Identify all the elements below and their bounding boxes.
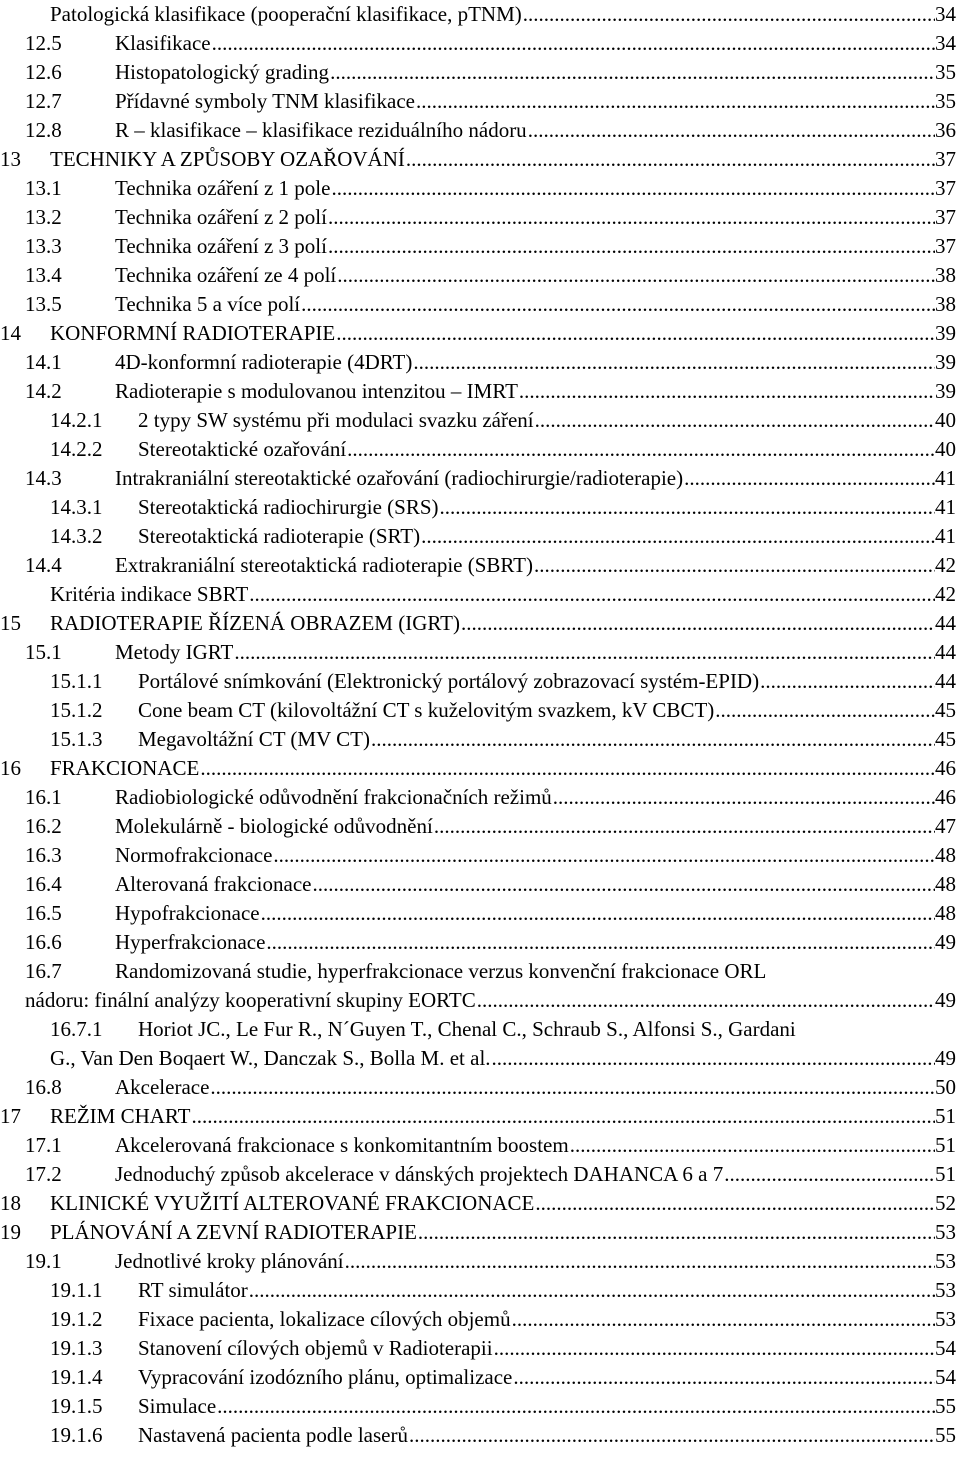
toc-entry-number: 19.1.6: [50, 1423, 103, 1447]
toc-entry[interactable]: [0, 522, 960, 551]
toc-entry-number: 12.7: [25, 89, 62, 113]
toc-entry-title: Stereotaktická radioterapie (SRT): [138, 524, 421, 548]
toc-entry-title: Technika ozáření ze 4 polí: [115, 263, 337, 287]
toc-leader-dots: [328, 232, 935, 261]
toc-entry[interactable]: [0, 1363, 960, 1392]
toc-entry-title: RADIOTERAPIE ŘÍZENÁ OBRAZEM (IGRT): [50, 611, 460, 635]
toc-entry-page: 53: [935, 1307, 956, 1331]
toc-entry-number: 16.4: [25, 872, 62, 896]
toc-entry-title: KLINICKÉ VYUŽITÍ ALTEROVANÉ FRAKCIONACE: [50, 1191, 535, 1215]
toc-entry-number: 16.7: [25, 959, 62, 983]
toc-leader-dots: [406, 145, 935, 174]
toc-leader-dots: [312, 870, 935, 899]
toc-entry-title: 4D-konformní radioterapie (4DRT): [115, 350, 413, 374]
toc-entry-title: 2 typy SW systému při modulaci svazku záření: [138, 408, 534, 432]
toc-leader-dots: [249, 1276, 935, 1305]
toc-entry[interactable]: [0, 58, 960, 87]
toc-entry-number: 16.6: [25, 930, 62, 954]
toc-entry-title: Stanovení cílových objemů v Radioterapii: [138, 1336, 493, 1360]
toc-entry[interactable]: [0, 87, 960, 116]
toc-entry-number: 12.6: [25, 60, 62, 84]
toc-entry-page: 48: [935, 872, 956, 896]
toc-entry-title: Fixace pacienta, lokalizace cílových objemů: [138, 1307, 511, 1331]
toc-leader-dots: [528, 116, 935, 145]
toc-entry-page: 39: [935, 321, 956, 345]
toc-entry[interactable]: [0, 348, 960, 377]
toc-entry-title: PLÁNOVÁNÍ A ZEVNÍ RADIOTERAPIE: [50, 1220, 417, 1244]
toc-entry-page: 35: [935, 60, 956, 84]
toc-entry[interactable]: [0, 1015, 960, 1073]
toc-entry[interactable]: [0, 290, 960, 319]
toc-entry-page: 47: [935, 814, 956, 838]
toc-entry-page: 34: [935, 31, 956, 55]
toc-entry-title: TECHNIKY A ZPŮSOBY OZAŘOVÁNÍ: [50, 147, 405, 171]
toc-leader-dots: [330, 58, 935, 87]
toc-entry-number: 14.4: [25, 553, 62, 577]
toc-entry-title: Akcelerace: [115, 1075, 210, 1099]
toc-entry[interactable]: [0, 1131, 960, 1160]
toc-entry[interactable]: [0, 1276, 960, 1305]
toc-entry-number: 19.1.2: [50, 1307, 103, 1331]
toc-entry-title: FRAKCIONACE: [50, 756, 200, 780]
toc-entry-page: 53: [935, 1278, 956, 1302]
toc-entry-page: 50: [935, 1075, 956, 1099]
toc-entry-page: 42: [935, 553, 956, 577]
toc-entry[interactable]: [0, 841, 960, 870]
toc-entry[interactable]: [0, 145, 960, 174]
toc-entry-number: 17.1: [25, 1133, 62, 1157]
toc-leader-dots: [337, 261, 935, 290]
toc-entry[interactable]: [0, 261, 960, 290]
toc-entry-title: Kritéria indikace SBRT: [50, 582, 249, 606]
toc-entry-title: Vypracování izodózního plánu, optimalizace: [138, 1365, 513, 1389]
toc-entry-title: Technika ozáření z 3 polí: [115, 234, 327, 258]
toc-leader-dots: [345, 1247, 935, 1276]
toc-entry-number: 13: [0, 147, 21, 171]
toc-entry-title: REŽIM CHART: [50, 1104, 191, 1128]
toc-leader-dots: [249, 580, 935, 609]
toc-entry-page: 45: [935, 698, 956, 722]
toc-entry-page: 49: [935, 1046, 956, 1070]
toc-entry-page: 48: [935, 901, 956, 925]
toc-entry-page: 34: [935, 2, 956, 26]
toc-leader-dots: [492, 1044, 935, 1073]
toc-entry-number: 14.2.2: [50, 437, 103, 461]
toc-entry-title: Klasifikace: [115, 31, 211, 55]
toc-entry-number: 16.5: [25, 901, 62, 925]
toc-entry-page: 41: [935, 495, 956, 519]
toc-entry-page: 53: [935, 1220, 956, 1244]
toc-leader-dots: [477, 986, 935, 1015]
toc-entry-number: 14.3: [25, 466, 62, 490]
toc-entry[interactable]: [0, 899, 960, 928]
toc-entry-number: 19.1.1: [50, 1278, 103, 1302]
toc-entry-page: 51: [935, 1133, 956, 1157]
toc-leader-dots: [570, 1131, 935, 1160]
toc-entry[interactable]: [0, 725, 960, 754]
toc-entry[interactable]: [0, 1073, 960, 1102]
toc-entry-number: 17: [0, 1104, 21, 1128]
toc-entry-title: Technika ozáření z 2 polí: [115, 205, 327, 229]
toc-entry-title: Technika ozáření z 1 pole: [115, 176, 331, 200]
toc-entry-page: 37: [935, 234, 956, 258]
toc-entry-number: 15.1.1: [50, 669, 103, 693]
toc-entry-page: 39: [935, 379, 956, 403]
toc-entry[interactable]: [0, 1421, 960, 1450]
toc-entry[interactable]: [0, 551, 960, 580]
toc-leader-dots: [266, 928, 935, 957]
toc-leader-dots: [535, 1189, 935, 1218]
toc-leader-dots: [512, 1305, 935, 1334]
toc-entry-number: 16.8: [25, 1075, 62, 1099]
toc-entry-number: 16.2: [25, 814, 62, 838]
toc-leader-dots: [461, 609, 935, 638]
toc-entry-page: 38: [935, 263, 956, 287]
toc-entry-page: 46: [935, 756, 956, 780]
toc-entry[interactable]: [0, 638, 960, 667]
toc-entry-title: Jednotlivé kroky plánování: [115, 1249, 344, 1273]
toc-entry[interactable]: [0, 232, 960, 261]
toc-entry-title: Hypofrakcionace: [115, 901, 260, 925]
toc-entry-title: R – klasifikace – klasifikace reziduálního nádoru: [115, 118, 527, 142]
toc-entry[interactable]: [0, 1247, 960, 1276]
toc-entry[interactable]: [0, 870, 960, 899]
toc-entry[interactable]: [0, 1102, 960, 1131]
toc-entry-title: Hyperfrakcionace: [115, 930, 266, 954]
toc-entry-number: 16.3: [25, 843, 62, 867]
toc-entry[interactable]: [0, 29, 960, 58]
toc-entry-page: 39: [935, 350, 956, 374]
toc-entry-page: 37: [935, 176, 956, 200]
toc-entry[interactable]: [0, 957, 960, 1015]
toc-entry-title: KONFORMNÍ RADIOTERAPIE: [50, 321, 336, 345]
toc-leader-dots: [210, 1073, 935, 1102]
toc-entry[interactable]: [0, 406, 960, 435]
toc-entry-number: 13.4: [25, 263, 62, 287]
toc-entry-title: Horiot JC., Le Fur R., N´Guyen T., Chenal C., Schraub S., Alfonsi S., Gardani: [138, 1017, 796, 1041]
toc-leader-dots: [212, 29, 935, 58]
toc-entry[interactable]: [0, 1160, 960, 1189]
toc-entry-title: Stereotaktická radiochirurgie (SRS): [138, 495, 439, 519]
toc-entry-page: 38: [935, 292, 956, 316]
toc-entry-title: Metody IGRT: [115, 640, 234, 664]
toc-entry[interactable]: [0, 1305, 960, 1334]
toc-entry-page: 44: [935, 611, 956, 635]
toc-leader-dots: [534, 551, 935, 580]
toc-entry[interactable]: [0, 116, 960, 145]
toc-entry-number: 13.2: [25, 205, 62, 229]
toc-entry-page: 53: [935, 1249, 956, 1273]
toc-entry-number: 14.1: [25, 350, 62, 374]
toc-leader-dots: [684, 464, 935, 493]
toc-entry-title: Randomizovaná studie, hyperfrakcionace verzus konvenční frakcionace ORL: [115, 959, 767, 983]
toc-leader-dots: [261, 899, 935, 928]
toc-entry-page: 45: [935, 727, 956, 751]
toc-entry-title: Megavoltážní CT (MV CT): [138, 727, 370, 751]
toc-entry[interactable]: [0, 812, 960, 841]
toc-leader-dots: [724, 1160, 935, 1189]
toc-leader-dots: [409, 1421, 935, 1450]
toc-entry[interactable]: [0, 464, 960, 493]
toc-leader-dots: [523, 0, 935, 29]
toc-entry[interactable]: [0, 1189, 960, 1218]
toc-entry-page: 36: [935, 118, 956, 142]
toc-entry-page: 49: [935, 988, 956, 1012]
toc-leader-dots: [553, 783, 935, 812]
toc-entry-number: 19.1.5: [50, 1394, 103, 1418]
toc-entry[interactable]: [0, 580, 960, 609]
toc-entry[interactable]: [0, 1334, 960, 1363]
toc-entry-page: 40: [935, 408, 956, 432]
toc-leader-dots: [434, 812, 935, 841]
toc-entry[interactable]: [0, 696, 960, 725]
toc-entry-page: 40: [935, 437, 956, 461]
toc-entry-page: 44: [935, 640, 956, 664]
toc-entry[interactable]: [0, 377, 960, 406]
toc-entry-number: 17.2: [25, 1162, 62, 1186]
toc-entry-page: 41: [935, 524, 956, 548]
toc-entry-title: Stereotaktické ozařování: [138, 437, 347, 461]
toc-leader-dots: [347, 435, 935, 464]
toc-leader-dots: [715, 696, 935, 725]
toc-entry-page: 37: [935, 205, 956, 229]
toc-entry-title: Alterovaná frakcionace: [115, 872, 312, 896]
toc-entry-title: Akcelerovaná frakcionace s konkomitantním boostem: [115, 1133, 569, 1157]
toc-entry[interactable]: [0, 754, 960, 783]
toc-entry[interactable]: [0, 435, 960, 464]
toc-entry-title-continued: G., Van Den Boqaert W., Danczak S., Bolla M. et al.: [50, 1046, 491, 1070]
toc-entry[interactable]: [0, 1392, 960, 1421]
toc-entry-page: 42: [935, 582, 956, 606]
toc-entry-number: 15: [0, 611, 21, 635]
toc-entry-page: 37: [935, 147, 956, 171]
toc-entry-title: Nastavená pacienta podle laserů: [138, 1423, 408, 1447]
toc-entry[interactable]: [0, 319, 960, 348]
toc-entry-number: 19.1.3: [50, 1336, 103, 1360]
toc-entry-number: 14.2: [25, 379, 62, 403]
toc-entry-page: 52: [935, 1191, 956, 1215]
toc-leader-dots: [200, 754, 935, 783]
toc-leader-dots: [416, 87, 935, 116]
toc-entry-number: 13.5: [25, 292, 62, 316]
toc-entry-page: 51: [935, 1104, 956, 1128]
toc-entry-page: 41: [935, 466, 956, 490]
toc-entry-title: Simulace: [138, 1394, 217, 1418]
toc-leader-dots: [418, 1218, 935, 1247]
toc-entry-number: 14.2.1: [50, 408, 103, 432]
toc-entry-number: 15.1.2: [50, 698, 103, 722]
toc-entry-page: 35: [935, 89, 956, 113]
toc-entry-number: 12.8: [25, 118, 62, 142]
toc-entry-title: RT simulátor: [138, 1278, 248, 1302]
toc-entry-title: Intrakraniální stereotaktické ozařování (radiochirurgie/radioterapie): [115, 466, 684, 490]
toc-entry-page: 55: [935, 1394, 956, 1418]
toc-entry[interactable]: [0, 203, 960, 232]
toc-entry-title: Histopatologický grading: [115, 60, 330, 84]
toc-leader-dots: [440, 493, 935, 522]
toc-entry-number: 18: [0, 1191, 21, 1215]
toc-leader-dots: [421, 522, 935, 551]
toc-entry-number: 16.7.1: [50, 1017, 103, 1041]
toc-entry-title: Cone beam CT (kilovoltážní CT s kuželovitým svazkem, kV CBCT): [138, 698, 715, 722]
toc-entry-page: 54: [935, 1365, 956, 1389]
toc-entry-number: 15.1: [25, 640, 62, 664]
toc-entry-number: 14.3.1: [50, 495, 103, 519]
toc-leader-dots: [331, 174, 935, 203]
toc-leader-dots: [760, 667, 935, 696]
toc-leader-dots: [273, 841, 935, 870]
toc-entry-title: Radiobiologické odůvodnění frakcionačních režimů: [115, 785, 552, 809]
toc-entry[interactable]: [0, 0, 960, 29]
toc-leader-dots: [328, 203, 935, 232]
toc-leader-dots: [217, 1392, 935, 1421]
toc-leader-dots: [513, 1363, 935, 1392]
toc-entry-title: Portálové snímkování (Elektronický portálový zobrazovací systém-EPID): [138, 669, 760, 693]
toc-entry-title: Extrakraniální stereotaktická radioterapie (SBRT): [115, 553, 533, 577]
toc-leader-dots: [301, 290, 935, 319]
toc-entry[interactable]: [0, 667, 960, 696]
toc-leader-dots: [234, 638, 935, 667]
toc-entry-number: 12.5: [25, 31, 62, 55]
toc-entry[interactable]: [0, 174, 960, 203]
toc-entry[interactable]: [0, 1218, 960, 1247]
toc-leader-dots: [413, 348, 935, 377]
toc-entry-number: 19: [0, 1220, 21, 1244]
toc-entry-number: 13.3: [25, 234, 62, 258]
toc-entry-page: 54: [935, 1336, 956, 1360]
toc-entry[interactable]: [0, 783, 960, 812]
toc-entry-number: 19.1: [25, 1249, 62, 1273]
toc-leader-dots: [535, 406, 935, 435]
toc-leader-dots: [192, 1102, 936, 1131]
toc-entry-page: 48: [935, 843, 956, 867]
toc-entry-title: Radioterapie s modulovanou intenzitou – IMRT: [115, 379, 518, 403]
toc-entry-page: 49: [935, 930, 956, 954]
toc-entry-title: Patologická klasifikace (pooperační klasifikace, pTNM): [50, 2, 522, 26]
toc-entry[interactable]: [0, 928, 960, 957]
toc-entry-title: Jednoduchý způsob akcelerace v dánských projektech DAHANCA 6 a 7: [115, 1162, 724, 1186]
toc-leader-dots: [494, 1334, 935, 1363]
toc-entry-number: 16.1: [25, 785, 62, 809]
toc-entry-title: Technika 5 a více polí: [115, 292, 301, 316]
toc-leader-dots: [371, 725, 935, 754]
toc-entry-title: Přídavné symboly TNM klasifikace: [115, 89, 415, 113]
toc-entry[interactable]: [0, 493, 960, 522]
toc-entry-number: 14: [0, 321, 21, 345]
toc-entry-page: 46: [935, 785, 956, 809]
toc-entry-page: 55: [935, 1423, 956, 1447]
toc-entry-title: Molekulárně - biologické odůvodnění: [115, 814, 433, 838]
toc-entry-number: 19.1.4: [50, 1365, 103, 1389]
toc-entry-number: 13.1: [25, 176, 62, 200]
toc-entry-title: Normofrakcionace: [115, 843, 273, 867]
toc-entry-page: 44: [935, 669, 956, 693]
toc-entry-number: 16: [0, 756, 21, 780]
toc-entry-number: 15.1.3: [50, 727, 103, 751]
toc-entry-title-continued: nádoru: finální analýzy kooperativní skupiny EORTC: [25, 988, 476, 1012]
toc-entry-page: 51: [935, 1162, 956, 1186]
toc-leader-dots: [519, 377, 935, 406]
toc-entry-number: 14.3.2: [50, 524, 103, 548]
toc-entry[interactable]: [0, 609, 960, 638]
toc-leader-dots: [336, 319, 935, 348]
